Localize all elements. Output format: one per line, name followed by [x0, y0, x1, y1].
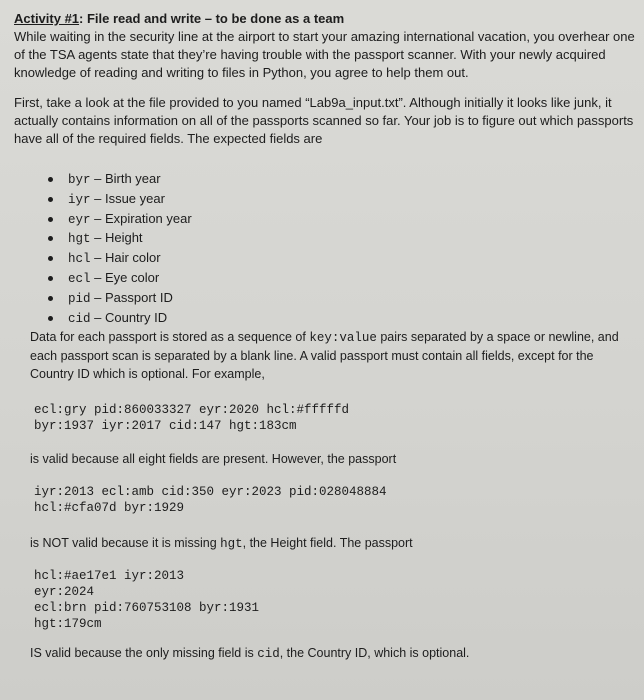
field-code: cid [68, 311, 91, 326]
list-item [48, 249, 192, 269]
field-desc: – Passport ID [90, 289, 173, 305]
code-line: hcl:#ae17e1 iyr:2013 [34, 569, 185, 583]
list-item [48, 269, 192, 289]
list-item [48, 309, 192, 329]
example-2-explanation [30, 534, 630, 553]
fields-list [48, 170, 192, 328]
example-2-explanation-code: hgt [220, 537, 243, 551]
example-2-code [34, 484, 387, 516]
first-paragraph: First, take a look at the file provided to you named “Lab9a_input.txt”. Although initially it looks like junk, it actually contains information on all of the passports scanned so far. Your job is to figure out which passports have all of the required fields. The expected fields are [14, 95, 634, 146]
example-3-explanation-after: , the Country ID, which is optional. [279, 646, 470, 660]
field-desc: – Birth year [90, 171, 161, 186]
list-item [48, 170, 192, 190]
field-code: pid [68, 291, 91, 306]
code-line: iyr:2013 ecl:amb cid:350 eyr:2023 pid:028048884 [34, 485, 387, 499]
list-item [48, 229, 192, 249]
list-item [48, 289, 192, 309]
field-code: iyr [68, 192, 91, 207]
example-1-code [34, 402, 349, 434]
field-desc: – Issue year [90, 190, 165, 206]
code-line: hcl:#cfa07d byr:1929 [34, 501, 185, 515]
intro-section [14, 10, 636, 82]
code-line: ecl:gry pid:860033327 eyr:2020 hcl:#fffffd [34, 403, 350, 417]
example-2-explanation-before: is NOT valid because it is missing [30, 536, 221, 550]
code-line: hgt:179cm [34, 617, 102, 631]
data-paragraph-before: Data for each passport is stored as a sequence of [30, 330, 310, 344]
field-code: hcl [68, 252, 91, 267]
data-paragraph-after: pairs separated by a space or newline, and each passport scan is separated by a blank line. A valid passport must contain all fields, except for the Country ID which is optional. For example, [30, 330, 619, 381]
field-desc: – Expiration year [90, 210, 192, 226]
data-paragraph [30, 328, 630, 383]
example-1-explanation: is valid because all eight fields are present. However, the passport [30, 452, 397, 466]
example-3-explanation-before: IS valid because the only missing field is [30, 646, 258, 660]
field-code: hgt [68, 232, 91, 247]
field-code: byr [68, 173, 91, 187]
field-code: eyr [68, 212, 91, 227]
list-item [48, 190, 192, 210]
activity-title [14, 10, 636, 28]
code-line: byr:1937 iyr:2017 cid:147 hgt:183cm [34, 419, 297, 433]
example-3-explanation-code: cid [257, 647, 280, 661]
example-3-code [34, 568, 259, 632]
field-desc: – Eye color [90, 269, 160, 285]
example-2-explanation-after: , the Height field. The passport [242, 536, 413, 550]
intro-paragraph: While waiting in the security line at the airport to start your amazing international vacation, you overhear one of the TSA agents state that they’re having trouble with the passport scanner. With your newly acquired knowledge of reading and writing to files in Python, you agree to help them out. [14, 29, 635, 80]
field-code: ecl [68, 271, 91, 286]
field-desc: – Height [90, 230, 143, 246]
field-desc: – Hair color [90, 250, 161, 266]
example-3-explanation [30, 644, 630, 663]
activity-title-rest: : File read and write – to be done as a team [79, 11, 345, 26]
code-line: ecl:brn pid:760753108 byr:1931 [34, 601, 260, 615]
data-paragraph-code: key:value [309, 331, 377, 345]
code-line: eyr:2024 [34, 585, 95, 599]
field-desc: – Country ID [90, 309, 168, 325]
list-item [48, 210, 192, 230]
activity-title-prefix: Activity #1 [14, 11, 80, 26]
